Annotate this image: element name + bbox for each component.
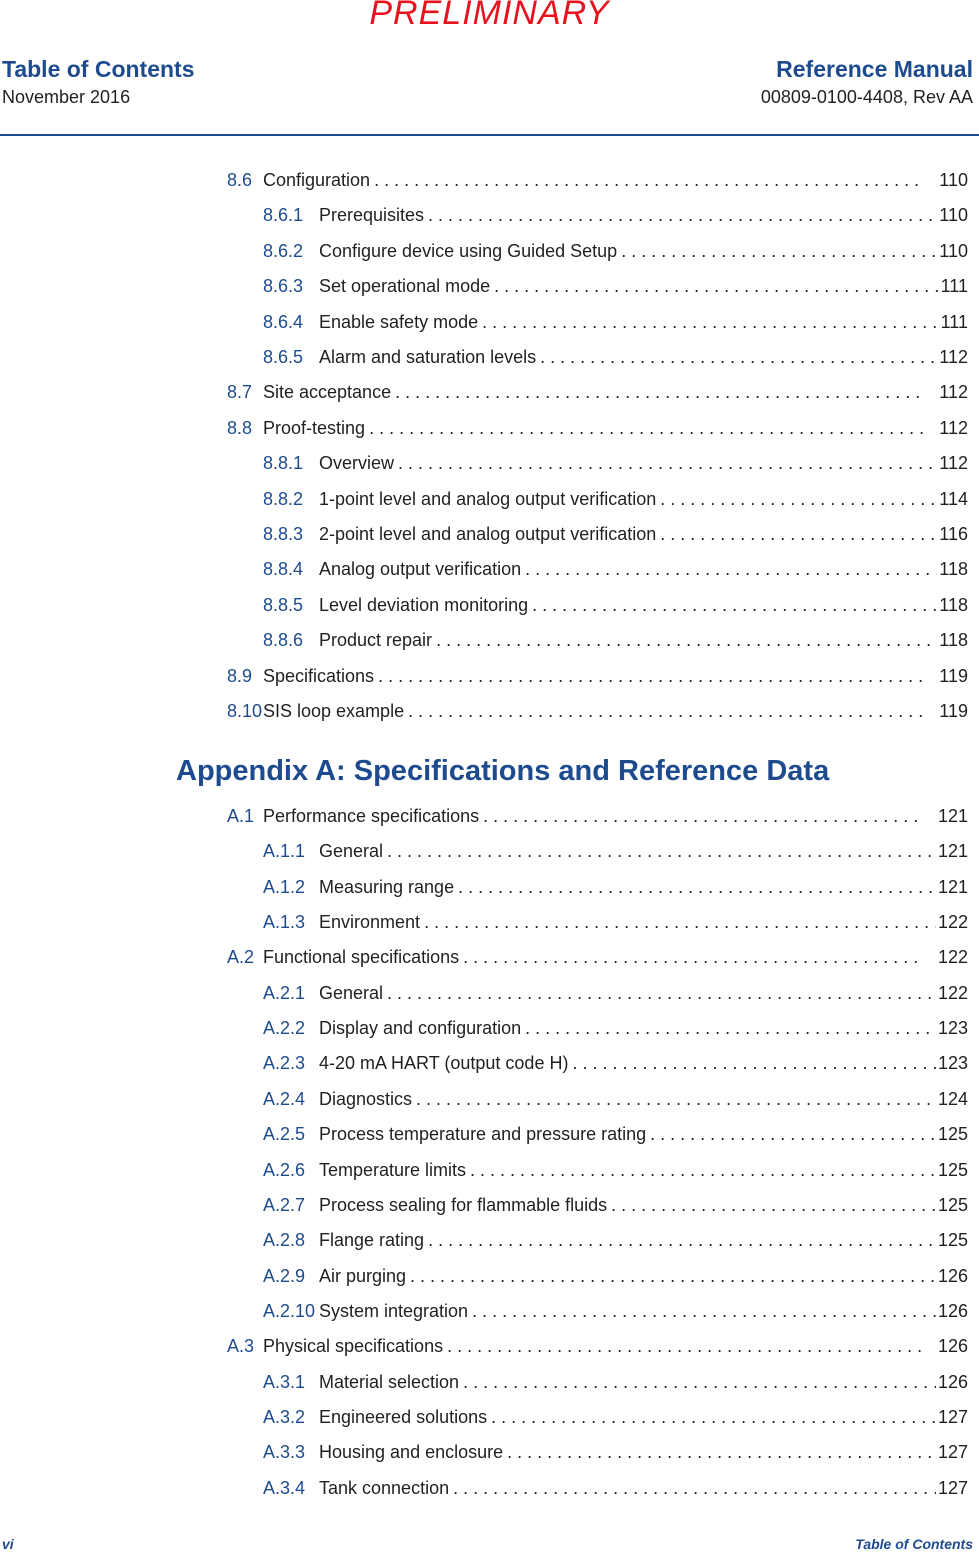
toc-entry-number[interactable]: 8.6.3 [263,276,304,297]
toc-entry-title: Housing and enclosure [319,1442,504,1463]
toc-entry-title: Level deviation monitoring [319,594,529,615]
toc-dot-leader [436,628,937,652]
toc-entry-page: 121 [937,841,968,862]
toc-dot-leader [621,239,937,263]
toc-entry-number[interactable]: 8.9 [227,665,253,686]
header-manual-title: Reference Manual [776,56,973,82]
toc-dot-leader [540,345,937,369]
toc-entry-page: 119 [939,701,968,721]
toc-entry-number[interactable]: 8.7 [227,382,253,403]
toc-entry-number[interactable]: A.2.6 [263,1159,306,1180]
toc-entry-page: 110 [939,170,968,190]
toc-entry[interactable] [263,875,968,899]
toc-dot-leader [572,1051,936,1075]
toc-entry-page: 127 [937,1406,968,1427]
toc-entry[interactable] [263,487,968,511]
toc-entry-title: 1-point level and analog output verification [319,488,657,509]
header-section-title: Table of Contents [2,56,195,82]
toc-dot-leader [374,168,925,192]
toc-entry-title: Temperature limits [319,1159,467,1180]
toc-entry-page: 126 [937,1336,968,1357]
toc-entry[interactable] [263,1299,968,1323]
toc-entry-number[interactable]: 8.6.4 [263,311,304,332]
toc-entry[interactable] [263,345,968,369]
toc-entry-number[interactable]: 8.8.6 [263,630,304,651]
toc-dot-leader [611,1193,936,1217]
toc-dot-leader [482,310,939,334]
toc-entry-title: Process sealing for flammable fluids [319,1194,608,1215]
toc-dot-leader [387,839,936,863]
toc-entry-title: Tank connection [319,1477,450,1498]
toc-dot-leader [463,945,924,969]
toc-entry-page: 125 [937,1124,968,1145]
toc-entry[interactable] [263,593,968,617]
toc-entry[interactable] [263,1370,968,1394]
toc-entry-number[interactable]: 8.6.5 [263,347,304,367]
toc-dot-leader [447,1334,924,1358]
toc-entry-title: Configuration [263,170,371,190]
preliminary-watermark: PRELIMINARY [369,0,610,32]
header-date: November 2016 [2,87,131,107]
toc-entry-title: Functional specifications [263,947,460,968]
toc-dot-leader [428,203,937,227]
toc-entry[interactable] [227,1334,968,1358]
toc-dot-leader [650,1122,936,1146]
toc-entry-title: Air purging [319,1265,407,1286]
toc-entry[interactable] [227,664,968,688]
toc-entry-number[interactable]: A.2 [227,947,255,968]
toc-entry-title: General [319,982,384,1003]
toc-dot-leader [369,416,925,440]
toc-entry-title: Physical specifications [263,1336,444,1357]
toc-entry-number[interactable]: A.2.1 [263,982,306,1003]
toc-entry-title: Display and configuration [319,1018,522,1039]
toc-entry-title: Enable safety mode [319,311,479,332]
toc-entry[interactable] [263,839,968,863]
toc-entry[interactable] [263,981,968,1005]
toc-entry-title: Overview [319,453,395,474]
toc-dot-leader [424,910,936,934]
toc-entry-title: Set operational mode [319,276,491,297]
header-right [761,56,973,110]
toc-entry[interactable] [263,628,968,652]
toc-entry-title: SIS loop example [263,701,405,721]
toc-entry-page: 127 [937,1442,968,1463]
toc-entry-title: Environment [319,912,421,933]
header-left [2,56,195,110]
toc-entry[interactable] [263,451,968,475]
toc-entry[interactable] [227,416,968,440]
toc-entry-page: 121 [937,876,968,897]
toc-entry-number[interactable]: 8.6 [227,170,253,190]
toc-entry-number[interactable]: A.2.9 [263,1265,306,1286]
toc-entry[interactable] [263,274,968,298]
toc-entry-number[interactable]: A.2.8 [263,1230,306,1251]
toc-entry[interactable] [227,945,968,969]
toc-entry-number[interactable]: A.2.7 [263,1194,306,1215]
toc-entry-title: Site acceptance [263,382,392,403]
toc-entry-page: 126 [937,1300,968,1321]
toc-dot-leader [378,664,925,688]
toc-entry-number[interactable]: A.2.4 [263,1088,306,1109]
appendix-a-heading: Appendix A: Specifications and Reference Data [176,755,830,787]
toc-dot-leader [491,1405,936,1429]
toc-entry-page: 122 [937,912,968,933]
toc-dot-leader [660,522,937,546]
toc-entry-number[interactable]: A.2.5 [263,1124,306,1145]
toc-entry-page: 121 [937,806,968,826]
toc-entry-number[interactable]: 8.10 [227,701,263,721]
footer-section-title: Table of Contents [855,1536,973,1552]
toc-entry[interactable] [263,1158,968,1182]
toc-entry-title: Configure device using Guided Setup [319,240,618,261]
toc-entry-number[interactable]: A.1.1 [263,841,306,862]
toc-entry-number[interactable]: A.1.2 [263,876,306,897]
footer-page-number: vi [2,1536,14,1552]
toc-entry-number[interactable]: 8.8.5 [263,594,304,615]
toc-entry[interactable] [263,1264,968,1288]
toc-entry-number[interactable]: 8.6.2 [263,240,304,261]
toc-dot-leader [408,699,925,723]
toc-entry-title: Diagnostics [319,1088,413,1109]
toc-entry-page: 122 [937,982,968,1003]
toc-entry-title: General [319,841,384,862]
toc-dot-leader [660,487,937,511]
toc-entry[interactable] [263,203,968,227]
toc-entry-page: 110 [939,240,968,261]
toc-entry-number[interactable]: A.2.3 [263,1053,306,1074]
toc-entry-page: 111 [940,276,968,297]
toc-entry-title: Performance specifications [263,806,480,826]
toc-entry-title: Measuring range [319,876,455,897]
toc-entry-page: 123 [937,1053,968,1074]
toc-entry-page: 118 [939,630,968,651]
toc-entry[interactable] [263,1476,968,1500]
toc-entry[interactable] [263,1405,968,1429]
toc-entry-title: Prerequisites [319,205,425,226]
toc-entry-number[interactable]: A.3.1 [263,1371,306,1392]
toc-entry-title: 4-20 mA HART (output code H) [319,1053,569,1074]
toc-entry-number[interactable]: 8.8.4 [263,559,304,580]
toc-entry-title: Material selection [319,1371,460,1392]
toc-dot-leader [483,804,924,828]
toc-entry-title: Proof-testing [263,417,366,438]
toc-entry-number[interactable]: A.3 [227,1336,255,1357]
toc-entry-page: 111 [940,311,968,332]
toc-entry-page: 112 [939,382,968,403]
toc-dot-leader [525,1016,936,1040]
toc-entry-page: 118 [939,594,968,615]
toc-entry[interactable] [263,557,968,581]
toc-dot-leader [532,593,937,617]
toc-dot-leader [458,875,936,899]
toc-entry-title: Specifications [263,665,375,686]
header-doc-number: 00809-0100-4408, Rev AA [760,87,973,107]
toc-entry-title: Product repair [319,630,433,651]
toc-entry-page: 119 [939,665,968,686]
toc-entry-number[interactable]: A.3.4 [263,1477,306,1498]
toc-entry-page: 112 [939,347,968,367]
toc-entry-number[interactable]: 8.8.3 [263,524,304,544]
toc-entry-page: 125 [937,1159,968,1180]
toc-entry-number[interactable]: A.3.3 [263,1442,306,1463]
toc-entry[interactable] [263,1122,968,1146]
toc-entry-number[interactable]: 8.6.1 [263,205,304,226]
toc-entry[interactable] [263,1087,968,1111]
toc-entry-page: 126 [937,1265,968,1286]
toc-dot-leader [470,1158,936,1182]
toc-entry-title: Process temperature and pressure rating [319,1124,647,1145]
toc-entry-number[interactable]: A.1.3 [263,912,306,933]
toc-entry-title: 2-point level and analog output verification [319,524,657,544]
toc-dot-leader [387,981,936,1005]
toc-dot-leader [398,451,937,475]
toc-entry-number[interactable]: A.1 [227,806,255,826]
toc-entry[interactable] [263,310,968,334]
toc-entry[interactable] [227,804,968,828]
toc-entry-number[interactable]: 8.8.2 [263,488,304,509]
toc-entry[interactable] [263,910,968,934]
toc-entry[interactable] [263,1440,968,1464]
toc-entry[interactable] [263,522,968,546]
toc-entry-number[interactable]: A.3.2 [263,1406,306,1427]
toc-entry-number[interactable]: 8.8.1 [263,453,304,474]
toc-entry-title: Alarm and saturation levels [319,347,537,367]
toc-entry-page: 123 [937,1018,968,1039]
toc-dot-leader [507,1440,936,1464]
toc-entry-page: 122 [937,947,968,968]
toc-entry[interactable] [263,1193,968,1217]
toc-entry-number[interactable]: A.2.2 [263,1018,306,1039]
toc-entry-title: Flange rating [319,1230,425,1251]
toc-entry[interactable] [227,699,968,723]
toc-entry-page: 118 [939,559,968,580]
toc-dot-leader [428,1228,936,1252]
header-divider [0,134,979,136]
toc-entry-page: 116 [939,524,968,544]
toc-entry-page: 110 [939,205,968,226]
toc-entry-title: Engineered solutions [319,1406,488,1427]
toc-dot-leader [463,1370,936,1394]
toc-entry-page: 112 [939,417,968,438]
toc-entry-page: 125 [937,1194,968,1215]
toc-entry-page: 127 [937,1477,968,1498]
toc-entry[interactable] [263,239,968,263]
toc-dot-leader [416,1087,936,1111]
toc-dot-leader [494,274,939,298]
toc-dot-leader [453,1476,936,1500]
toc-entry-title: Analog output verification [319,559,522,580]
toc-entry-page: 126 [937,1371,968,1392]
toc-entry[interactable] [263,1016,968,1040]
toc-entry-page: 112 [939,453,968,474]
toc-entry-number[interactable]: 8.8 [227,417,253,438]
toc-entry-page: 125 [937,1230,968,1251]
toc-dot-leader [525,557,937,581]
toc-entry-title: System integration [319,1300,469,1321]
toc-dot-leader [472,1299,936,1323]
toc-entry[interactable] [227,168,968,192]
toc-dot-leader [410,1264,936,1288]
toc-dot-leader [395,380,925,404]
toc-entry-page: 114 [939,488,968,509]
toc-entry[interactable] [263,1228,968,1252]
toc-entry-page: 124 [937,1088,968,1109]
toc-entry[interactable] [227,380,968,404]
toc-entry-number[interactable]: A.2.10 [263,1300,316,1321]
toc-entry[interactable] [263,1051,968,1075]
